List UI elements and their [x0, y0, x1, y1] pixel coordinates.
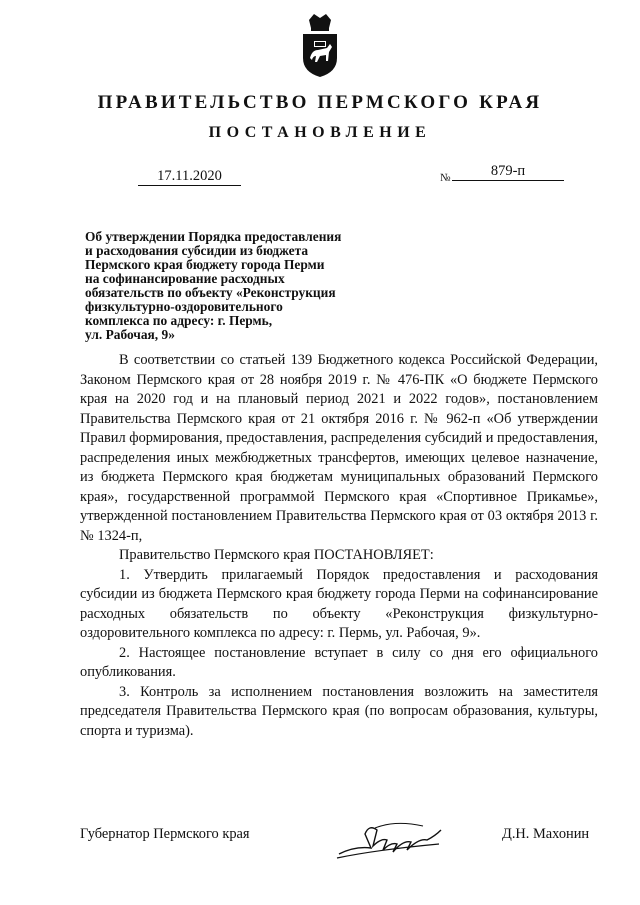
clause-3: 3. Контроль за исполнением постановления возложить на заместителя председателя Правительства Пермского края (по вопросам образования, культуры, спорта и туризма).: [80, 683, 598, 739]
clause-2: 2. Настоящее постановление вступает в силу со дня его официального опубликования.: [80, 644, 598, 680]
subject-line: обязательств по объекту «Реконструкция: [85, 285, 336, 300]
document-body: [80, 351, 598, 741]
number-sign: №: [440, 172, 451, 184]
document-number: 879-п: [452, 162, 564, 181]
resolution-statement: Правительство Пермского края ПОСТАНОВЛЯЕТ:: [119, 547, 434, 563]
subject-line: Пермского края бюджету города Перми: [85, 257, 325, 272]
subject-line: и расходования субсидии из бюджета: [85, 243, 309, 258]
document-date: 17.11.2020: [138, 167, 241, 186]
preamble-paragraph: В соответствии со статьей 139 Бюджетного кодекса Российской Федерации, Законом Пермского края от 28 ноября 2019 г. № 476-ПК «О бюджете Пермского края на 2020 год и на плановый период 2021 и 2022 годов», постановлением Правительства Пермского края от 21 октября 2016 г. № 962-п «Об утверждении Правил формирования, предоставления, распределения субсидий и предоставления, распределения иных межбюджетных трансфертов, имеющих целевое назначение, из бюджета Пермского края бюджетам муниципальных образований Пермского края», государственной программой Пермского края «Спортивное Прикамье», утвержденной постановлением Правительства Пермского края от 03 октября 2013 г. № 1324-п,: [80, 352, 598, 544]
government-title: ПРАВИТЕЛЬСТВО ПЕРМСКОГО КРАЯ: [97, 92, 543, 113]
subject-line: Об утверждении Порядка предоставления: [85, 229, 342, 244]
document-type: ПОСТАНОВЛЕНИЕ: [208, 124, 432, 141]
signer-title: Губернатор Пермского края: [80, 826, 250, 842]
clause-1: 1. Утвердить прилагаемый Порядок предоставления и расходования субсидии из бюджета Пермского края бюджету города Перми на софинансирование расходных обязательств по объекту «Реконструкция физкультурно-оздоровительного комплекса по адресу: г. Пермь, ул. Рабочая, 9».: [80, 566, 598, 641]
perm-krai-coat-of-arms-icon: [300, 14, 340, 78]
subject-line: физкультурно-оздоровительного: [85, 299, 283, 314]
signer-name: Д.Н. Махонин: [502, 826, 590, 842]
document-subject: [85, 230, 385, 342]
subject-line: комплекса по адресу: г. Пермь,: [85, 313, 273, 328]
handwritten-signature: [335, 816, 445, 862]
subject-line: ул. Рабочая, 9»: [85, 327, 175, 342]
subject-line: на софинансирование расходных: [85, 271, 285, 286]
